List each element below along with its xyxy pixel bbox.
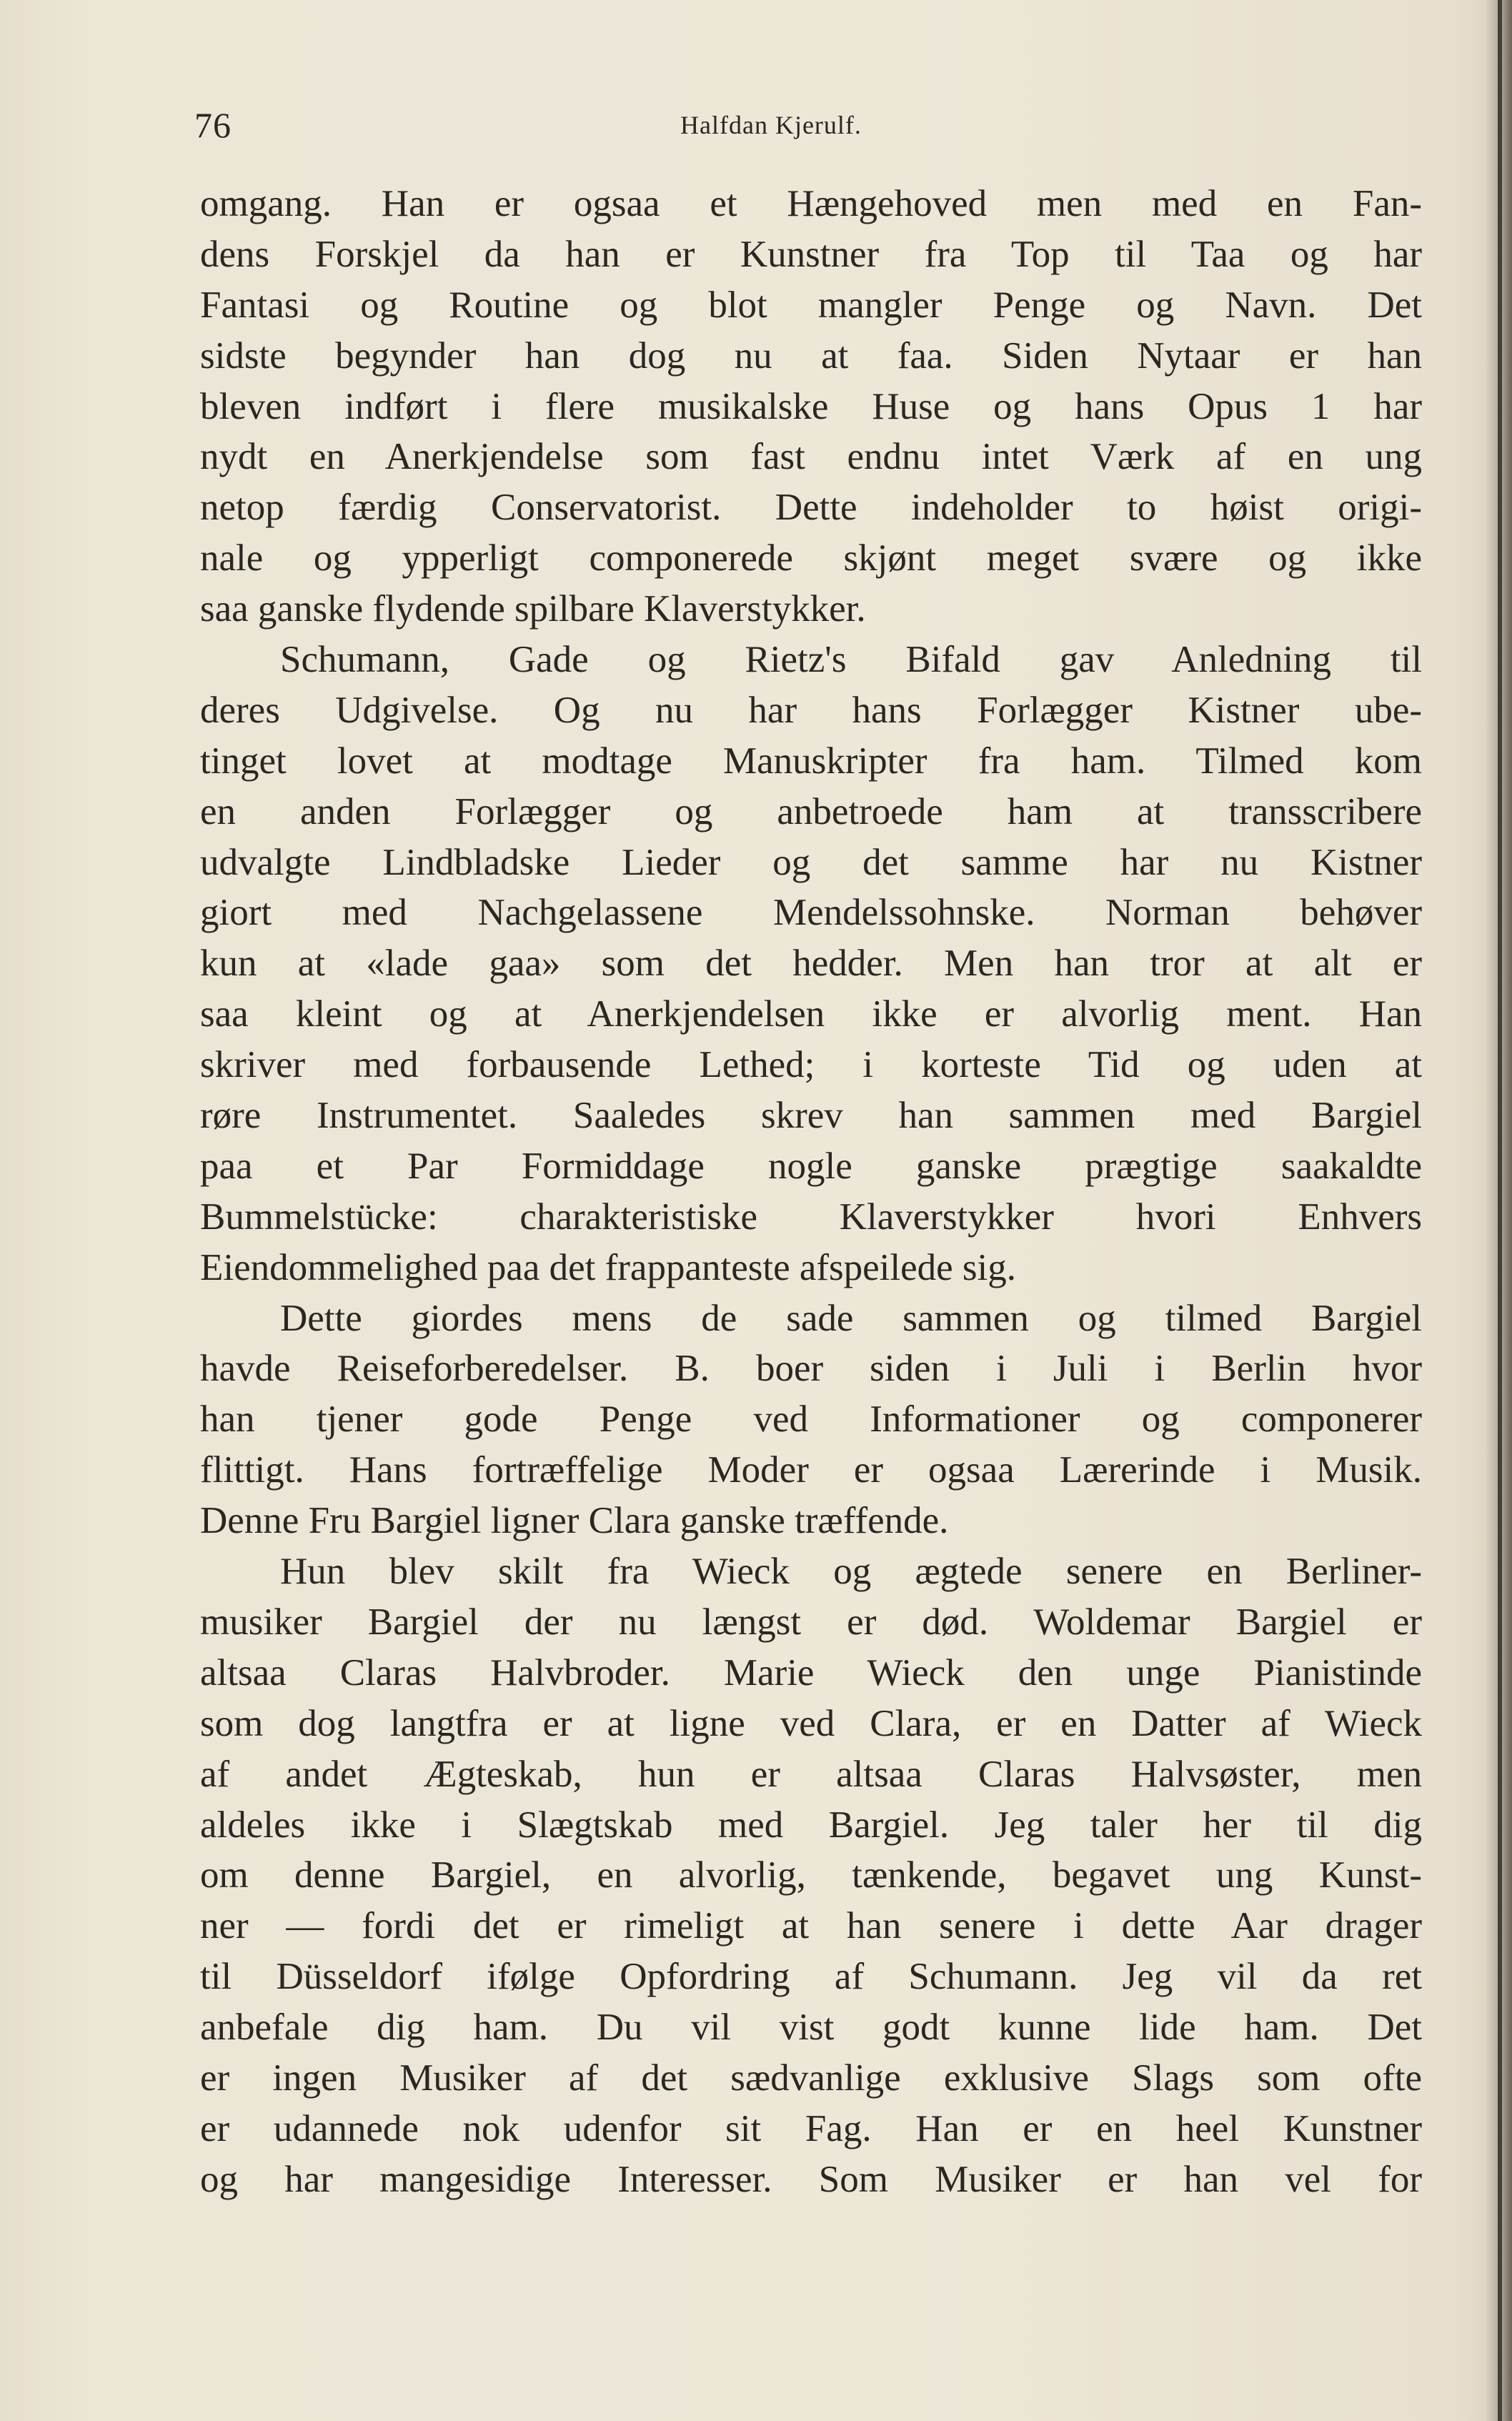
text-line: bleven indført i flere musikalske Huse og hans Opus 1 har [200,385,1422,427]
text-line: Fantasi og Routine og blot mangler Penge og Navn. Det [200,284,1422,326]
text-line: Eiendommelighed paa det frappanteste afspeilede sig. [200,1246,1017,1288]
text-line: Denne Fru Bargiel ligner Clara ganske træffende. [200,1500,949,1542]
text-line: kun at «lade gaa» som det hedder. Men han tror at alt er [200,943,1422,985]
text-line: Schumann, Gade og Rietz's Bifald gav Anledning til [280,639,1422,681]
text-line: flittigt. Hans fortræffelige Moder er ogsaa Lærerinde i Musik. [200,1449,1422,1491]
text-line: ner — fordi det er rimeligt at han senere i dette Aar drager [200,1905,1422,1947]
text-line: han tjener gode Penge ved Informationer og componerer [200,1398,1422,1441]
text-line: er ingen Musiker af det sædvanlige exklusive Slags som ofte [200,2057,1422,2099]
text-line: nydt en Anerkjendelse som fast endnu intet Værk af en ung [200,436,1422,478]
text-line: altsaa Claras Halvbroder. Marie Wieck den unge Pianistinde [200,1651,1422,1694]
text-line: musiker Bargiel der nu længst er død. Woldemar Bargiel er [200,1601,1422,1643]
text-line: sidste begynder han dog nu at faa. Siden Nytaar er han [200,334,1422,377]
text-line: Dette giordes mens de sade sammen og tilmed Bargiel [280,1297,1422,1339]
text-line: udvalgte Lindbladske Lieder og det samme har nu Kistner [200,841,1422,883]
text-line: en anden Forlægger og anbetroede ham at transscribere [200,790,1422,832]
running-head [194,100,1423,150]
running-title: Halfdan Kjerulf. [680,111,862,139]
text-line: og har mangesidige Interesser. Som Musiker er han vel for [200,2158,1422,2200]
text-line: saa ganske flydende spilbare Klaverstykker. [200,588,866,630]
text-line: skriver med forbausende Lethed; i korteste Tid og uden at [200,1044,1422,1086]
text-line: som dog langtfra er at ligne ved Clara, er en Datter af Wieck [200,1702,1422,1744]
text-line: nale og ypperligt componerede skjønt meget svære og ikke [200,537,1422,580]
text-line: netop færdig Conservatorist. Dette indeholder to høist origi- [200,487,1422,529]
text-line: til Düsseldorf ifølge Opfordring af Schumann. Jeg vil da ret [200,1956,1422,1998]
text-line: dens Forskjel da han er Kunstner fra Top til Taa og har [200,233,1422,275]
body-text [200,179,1422,2205]
text-line: omgang. Han er ogsaa et Hængehoved men med en Fan- [200,183,1422,224]
text-line: deres Udgivelse. Og nu har hans Forlægger Kistner ube- [200,689,1422,731]
text-line: Hun blev skilt fra Wieck og ægtede senere en Berliner- [280,1551,1422,1593]
text-line: anbefale dig ham. Du vil vist godt kunne lide ham. Det [200,2007,1422,2049]
text-line: giort med Nachgelassene Mendelssohnske. Norman behøver [200,892,1422,934]
text-line: om denne Bargiel, en alvorlig, tænkende, begavet ung Kunst- [200,1854,1422,1896]
page-edge-line [1498,0,1502,2421]
text-line: tinget lovet at modtage Manuskripter fra ham. Tilmed kom [200,740,1422,782]
text-line: aldeles ikke i Slægtskab med Bargiel. Jeg taler her til dig [200,1804,1422,1846]
text-line: røre Instrumentet. Saaledes skrev han sammen med Bargiel [200,1095,1422,1137]
text-line: saa kleint og at Anerkjendelsen ikke er alvorlig ment. Han [200,993,1422,1035]
page-number: 76 [194,105,232,145]
text-line: er udannede nok udenfor sit Fag. Han er en heel Kunstner [200,2107,1422,2149]
text-line: Bummelstücke: charakteristiske Klaverstykker hvori Enhvers [200,1195,1422,1238]
text-line: af andet Ægteskab, hun er altsaa Claras Halvsøster, men [200,1753,1422,1795]
text-line: paa et Par Formiddage nogle ganske prægtige saakaldte [200,1145,1422,1187]
text-line: havde Reiseforberedelser. B. boer siden i Juli i Berlin hvor [200,1348,1422,1390]
